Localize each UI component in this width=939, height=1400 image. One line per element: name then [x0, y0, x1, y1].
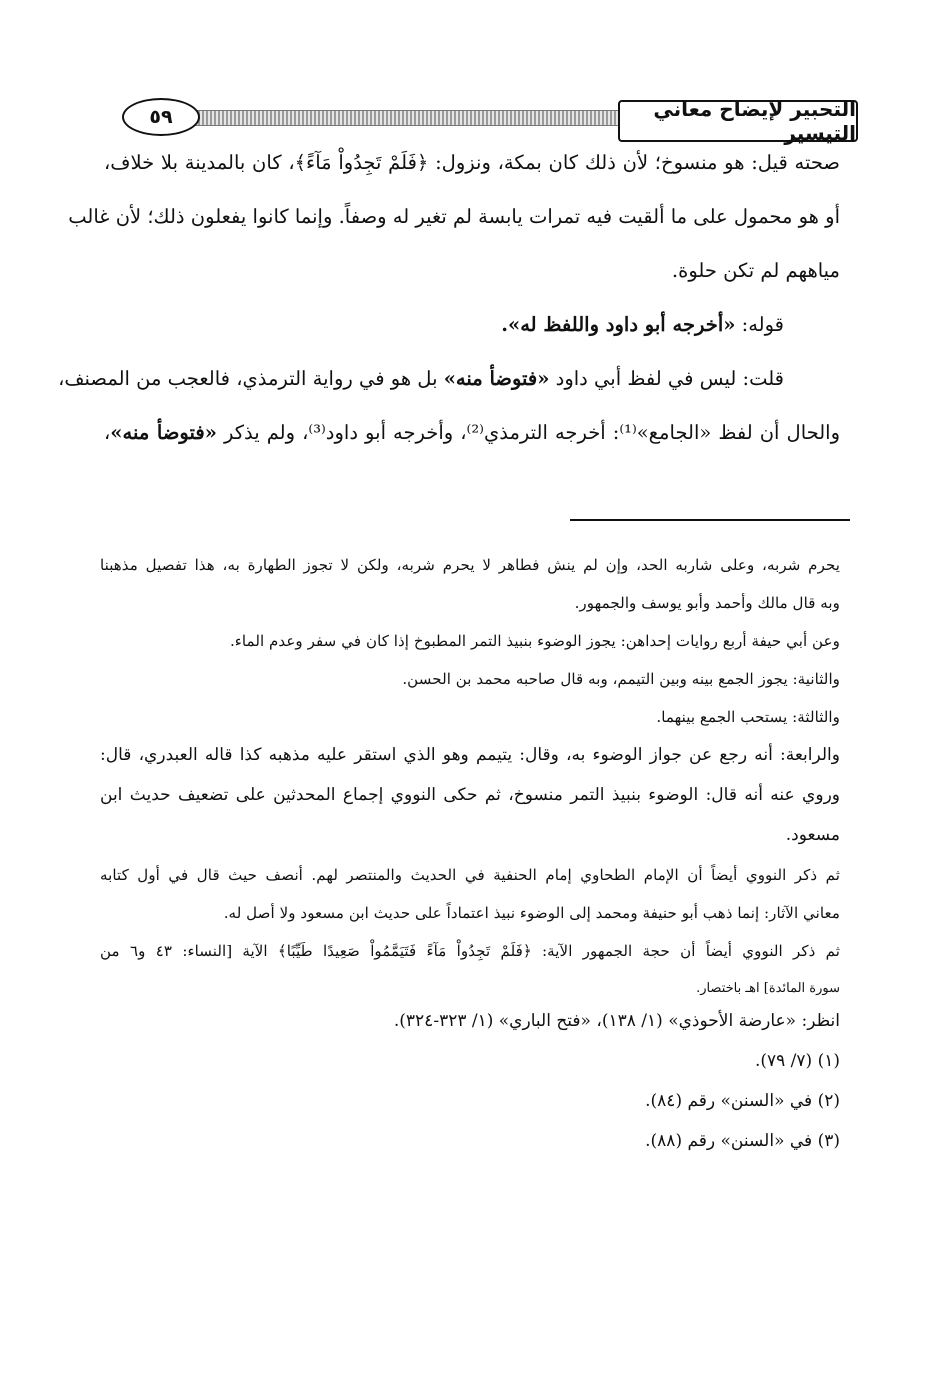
main-line-1: صحته قيل: هو منسوخ؛ لأن ذلك كان بمكة، ونزول: ﴿فَلَمْ تَجِدُواْ مَآءً﴾، كان بالمدينة بلا خلاف،: [104, 151, 840, 174]
text-span: بل هو في رواية الترمذي، فالعجب من المصنف،: [58, 367, 444, 390]
footnote-separator: [570, 519, 850, 521]
main-line-4: [104, 312, 840, 366]
text-span: ،: [104, 421, 111, 444]
footnote-2: (٢) في «السنن» رقم (٨٤).: [645, 1091, 840, 1111]
footnote-line: يحرم شربه، وعلى شاربه الحد، وإن لم ينش فطاهر لا يحرم شربه، ولكن لا تجوز الطهارة به، هذا تفصيل مذهبنا: [100, 556, 840, 574]
main-text: [58, 150, 841, 474]
page-header: [98, 96, 858, 144]
footnote-reference: انظر: «عارضة الأحوذي» (١/ ١٣٨)، «فتح الباري» (١/ ٣٢٣-٣٢٤).: [393, 1011, 840, 1031]
header-decorative-band: [178, 110, 628, 126]
main-line-3: مياههم لم تكن حلوة.: [671, 259, 840, 282]
footnote-line: سورة المائدة] اهـ باختصار.: [696, 981, 840, 996]
footnote-line: والثانية: يجوز الجمع بينه وبين التيمم، وبه قال صاحبه محمد بن الحسن.: [402, 670, 840, 688]
quoted-phrase: «فتوضأ منه»: [110, 421, 217, 444]
main-line-6: [104, 420, 840, 474]
text-span: قلت: ليس في لفظ أبي داود: [549, 367, 784, 390]
footnote-line: وبه قال مالك وأحمد وأبو يوسف والجمهور.: [574, 594, 840, 612]
main-line-5: [58, 366, 840, 420]
text-span: والحال أن لفظ «الجامع»⁽¹⁾: أخرجه الترمذي⁽²⁾، وأخرجه أبو داود⁽³⁾، ولم يذكر: [216, 421, 841, 444]
footnote-line: مسعود.: [785, 825, 840, 845]
footnote-line: والثالثة: يستحب الجمع بينهما.: [656, 708, 840, 726]
footnote-line: ثم ذكر النووي أيضاً أن حجة الجمهور الآية: ﴿فَلَمْ تَجِدُواْ مَآءً فَتَيَمَّمُواْ صَعِيدًا طَيِّبًا﴾ الآية [النساء: ٤٣ و٦ من: [100, 942, 840, 960]
footnote-3: (٣) في «السنن» رقم (٨٨).: [645, 1131, 840, 1151]
footnote-line: وعن أبي حيفة أربع روايات إحداهن: يجوز الوضوء بنبيذ التمر المطبوخ إذا كان في سفر وعدم الماء.: [229, 632, 840, 650]
page-number: ٥٩: [122, 98, 200, 136]
footnote-1: (١) (٧/ ٧٩).: [754, 1051, 840, 1071]
main-line-2: أو هو محمول على ما ألقيت فيه تمرات يابسة لم تغير له وصفاً. وإنما كانوا يفعلون ذلك؛ لأن غالب: [68, 205, 840, 228]
quoted-phrase: «فتوضأ منه»: [443, 367, 550, 390]
footnote-line: معاني الآثار: إنما ذهب أبو حنيفة ومحمد إلى الوضوء نبيذ اعتماداً على حديث ابن مسعود ولا أصل له.: [223, 904, 840, 922]
footnote-line: والرابعة: أنه رجع عن جواز الوضوء به، وقال: يتيمم وهو الذي استقر عليه مذهبه كذا قاله العبدري، قال:: [100, 745, 840, 765]
book-title: التحبير لإيضاح معاني التيسير: [618, 100, 858, 142]
quoted-phrase: «أخرجه أبو داود واللفظ له».: [501, 313, 736, 336]
footnote-line: وروي عنه أنه قال: الوضوء بنبيذ التمر منسوخ، ثم حكى النووي إجماع المحدثين على تضعيف حديث ابن: [100, 785, 840, 805]
footnotes: [100, 554, 840, 1170]
quote-intro: قوله:: [735, 313, 784, 336]
footnote-line: ثم ذكر النووي أيضاً أن الإمام الطحاوي إمام الحنفية في الحديث والمنتصر لهم. أنصف حيث قال في أول كتابه: [100, 866, 840, 884]
